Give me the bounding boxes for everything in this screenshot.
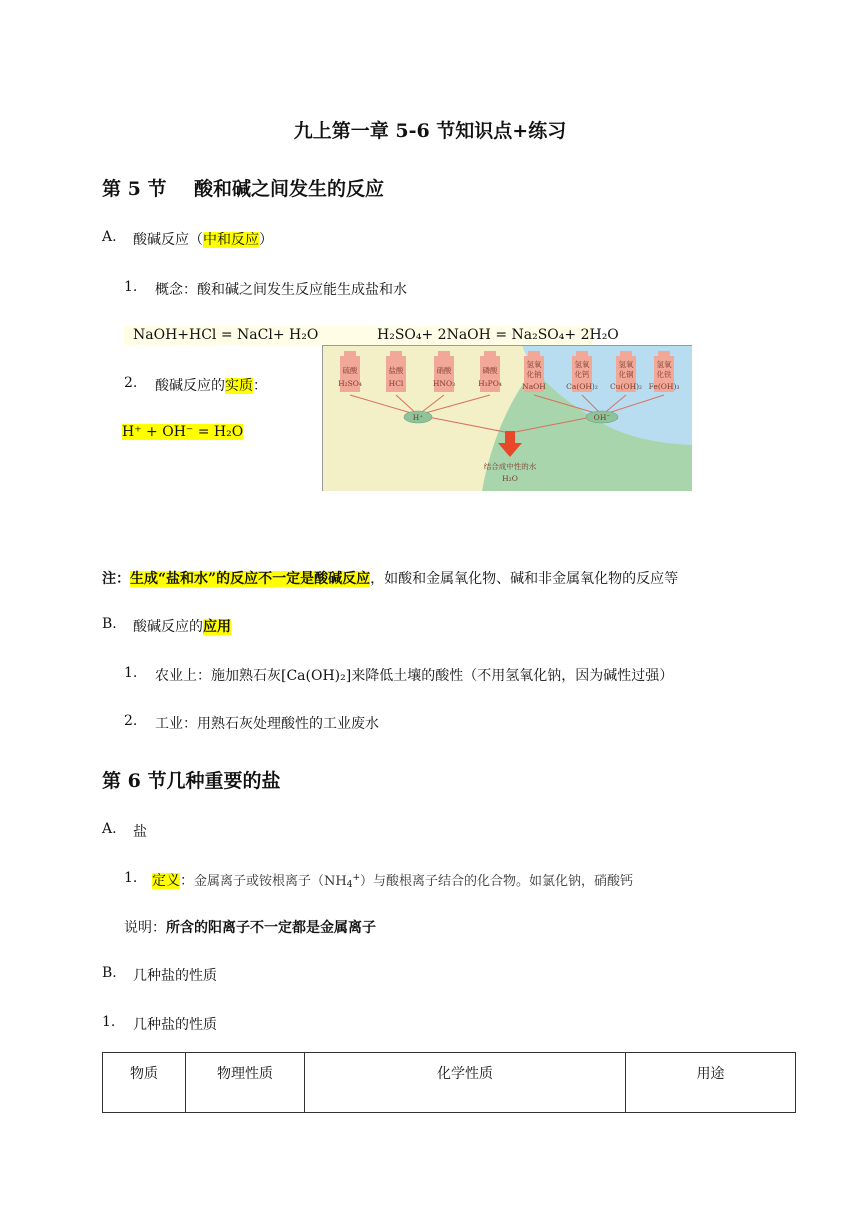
item-5a2-number: 2. <box>124 375 138 391</box>
item-5b1-text: 农业上：施加熟石灰[Ca(OH)₂]来降低土壤的酸性（不用氢氧化钠，因为碱性过强） <box>155 668 674 684</box>
marker-5a: A. <box>102 229 117 245</box>
definition <box>152 870 633 890</box>
salt-properties-table <box>102 1052 796 1113</box>
item-6b1-number: 1. <box>102 1014 116 1030</box>
section-6-title: 第 6 节几种重要的盐 <box>102 770 281 792</box>
base-4-name2: 化铁 <box>656 370 672 379</box>
item-5a2-highlight: 实质 <box>225 378 253 394</box>
item-5a1-number: 1. <box>124 279 138 295</box>
definition-sub: 4 <box>346 880 353 890</box>
marker-5b: B. <box>102 616 117 632</box>
base-1-name2: 化钠 <box>526 370 542 379</box>
equation-1: NaOH+HCl = NaCl+ H₂O <box>133 327 319 343</box>
table-header-cell: 物质 <box>103 1053 186 1113</box>
heading-5b-highlight: 应用 <box>203 619 231 635</box>
acid-4-name: 磷酸 <box>482 366 498 375</box>
table-header-cell: 用途 <box>626 1053 796 1113</box>
water-label: H₂O <box>502 474 518 483</box>
note-6-bold: 所含的阳离子不一定都是金属离子 <box>166 920 376 936</box>
result-label: 结合成中性的水 <box>483 462 537 471</box>
item-5b2-number: 2. <box>124 713 138 729</box>
table-header-row <box>103 1053 796 1113</box>
item-5a1-text: 概念：酸和碱之间发生反应能生成盐和水 <box>155 282 407 298</box>
item-5a2-colon: ： <box>253 378 267 394</box>
oh-ion-label: OH⁻ <box>593 413 611 422</box>
heading-5a <box>133 229 273 249</box>
base-4-formula: Fe(OH)₃ <box>648 382 680 391</box>
acid-3-formula: HNO₃ <box>432 379 456 388</box>
definition-colon: ： <box>180 873 194 889</box>
heading-6b: 几种盐的性质 <box>133 968 217 984</box>
base-2-formula: Ca(OH)₂ <box>566 382 598 391</box>
table-header-cell: 物理性质 <box>186 1053 305 1113</box>
acid-2-formula: HCl <box>388 379 404 388</box>
marker-6b: B. <box>102 965 117 981</box>
table-header-cell: 化学性质 <box>305 1053 626 1113</box>
item-5b2-text: 工业：用熟石灰处理酸性的工业废水 <box>155 716 379 732</box>
item-5a2 <box>155 375 267 395</box>
base-2-name1: 氢氧 <box>574 360 590 369</box>
base-3-formula: Cu(OH)₂ <box>609 382 643 391</box>
definition-highlight: 定义 <box>152 873 180 889</box>
section-5-title: 酸和碱之间发生的反应 <box>194 178 385 200</box>
note-5 <box>102 568 678 588</box>
base-4-name1: 氢氧 <box>656 360 672 369</box>
item-5b1-number: 1. <box>124 665 138 681</box>
item-6a1-number: 1. <box>124 870 138 886</box>
note-5-rest: ，如酸和金属氧化物、碱和非金属氧化物的反应等 <box>370 571 679 587</box>
item-5a2-text: 酸碱反应的 <box>155 378 225 394</box>
acid-1-formula: H₂SO₄ <box>338 379 362 388</box>
acid-3-name: 硝酸 <box>436 366 452 375</box>
heading-5a-close: ） <box>259 232 273 248</box>
item-6b1-text: 几种盐的性质 <box>133 1017 217 1033</box>
acid-4-formula: H₃PO₄ <box>478 379 502 388</box>
acid-1-name: 硫酸 <box>342 366 358 375</box>
note-5-highlight: 生成“盐和水”的反应不一定是酸碱反应 <box>130 571 371 587</box>
heading-5a-text: 酸碱反应（ <box>133 232 203 248</box>
heading-5b <box>133 616 231 636</box>
page-title: 九上第一章 5-6 节知识点+练习 <box>293 120 567 142</box>
heading-5a-highlight: 中和反应 <box>203 232 259 248</box>
h-ion-label: H⁺ <box>412 413 424 422</box>
marker-6a: A. <box>102 821 117 837</box>
base-2-name2: 化钙 <box>574 370 590 379</box>
note-6-label: 说明： <box>124 920 166 936</box>
acid-2-name: 盐酸 <box>388 366 404 375</box>
note-5-label: 注： <box>102 571 130 587</box>
section-5-number: 第 5 节 <box>102 178 167 200</box>
base-3-name2: 化铜 <box>618 370 634 379</box>
ionic-equation: H⁺ + OH⁻ = H₂O <box>122 424 244 440</box>
heading-5b-text: 酸碱反应的 <box>133 619 203 635</box>
definition-sup: + <box>352 873 360 883</box>
base-3-name1: 氢氧 <box>618 360 634 369</box>
neutralization-figure <box>322 345 692 491</box>
note-6 <box>124 917 376 937</box>
heading-6a: 盐 <box>133 824 147 840</box>
base-1-formula: NaOH <box>522 382 546 391</box>
base-1-name1: 氢氧 <box>526 360 542 369</box>
definition-text-1: 金属离子或铵根离子（NH <box>194 874 347 889</box>
equation-2: H₂SO₄+ 2NaOH = Na₂SO₄+ 2H₂O <box>377 327 619 343</box>
definition-text-2: ）与酸根离子结合的化合物。如氯化钠，硝酸钙 <box>360 874 634 889</box>
